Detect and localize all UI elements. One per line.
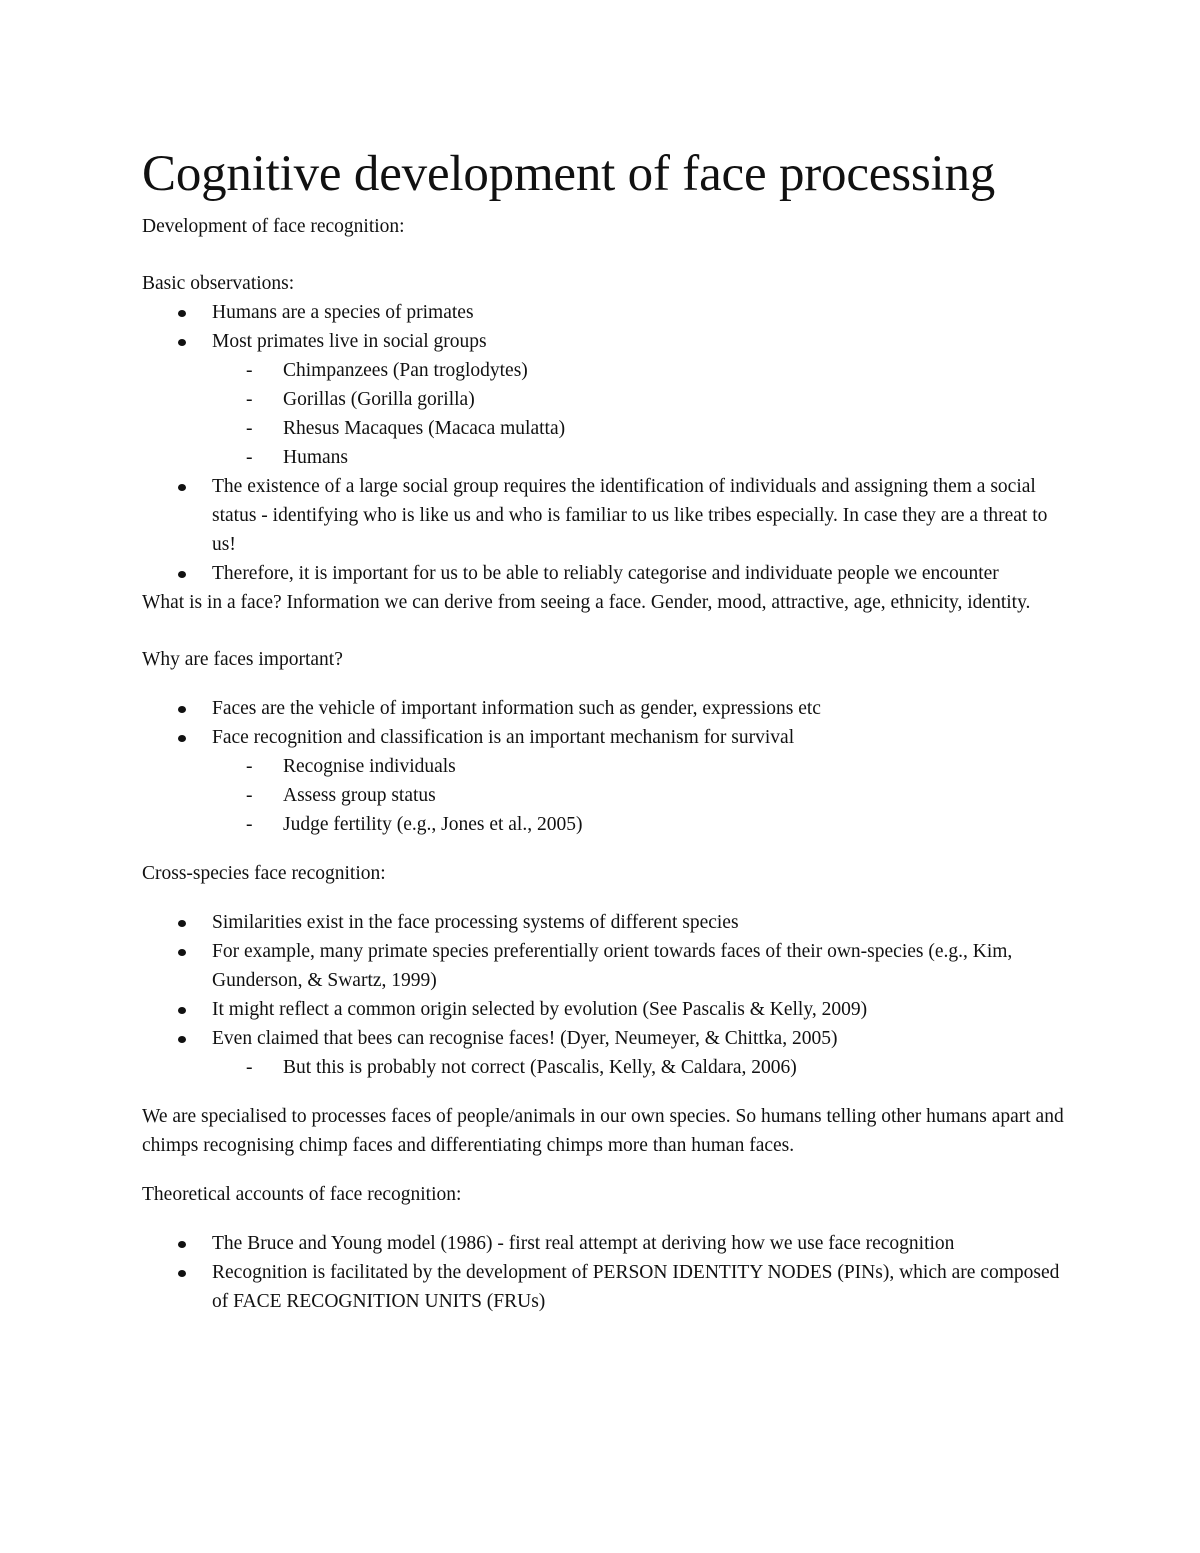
document-body (142, 212, 1072, 1316)
basic-list (142, 298, 1072, 356)
whats-in-face-paragraph: What is in a face? Information we can derive from seeing a face. Gender, mood, attractive, age, ethnicity, identity. (142, 592, 1031, 613)
bees-sublist (142, 1053, 1072, 1082)
list-item: Recognition is facilitated by the development of PERSON IDENTITY NODES (PINs), which are composed of FACE RECOGNITION UNITS (FRUs) (142, 1258, 1072, 1316)
list-item: The existence of a large social group requires the identification of individuals and assigning them a social status - identifying who is like us and who is familiar to us like tribes especially. In case they are a threat to us! (142, 472, 1072, 559)
bullet-icon (178, 484, 186, 491)
bullet-icon (178, 1007, 186, 1014)
dash-icon: - (246, 360, 253, 381)
dash-icon: - (246, 1057, 253, 1078)
bullet-icon (178, 571, 186, 578)
sub-list-item: - Chimpanzees (Pan troglodytes) (142, 356, 1072, 385)
primate-sublist (142, 356, 1072, 472)
specialised-paragraph: We are specialised to processes faces of people/animals in our own species. So humans telling other humans apart and chimps recognising chimp faces and differentiating chimps more than human faces. (142, 1106, 1064, 1156)
page-title: Cognitive development of face processing (142, 146, 996, 202)
list-item: For example, many primate species preferentially orient towards faces of their own-species (e.g., Kim, Gunderson, & Swartz, 1999) (142, 937, 1072, 995)
sub-list-item: - Humans (142, 443, 1072, 472)
bullet-icon (178, 735, 186, 742)
section-subtitle: Development of face recognition: (142, 216, 405, 237)
sub-list-item: - Gorillas (Gorilla gorilla) (142, 385, 1072, 414)
basic-list-continued (142, 472, 1072, 588)
list-item: Faces are the vehicle of important information such as gender, expressions etc (142, 694, 1072, 723)
basic-heading: Basic observations: (142, 273, 295, 294)
bullet-icon (178, 1270, 186, 1277)
why-list (142, 694, 1072, 752)
dash-icon: - (246, 756, 253, 777)
sub-list-item: - Recognise individuals (142, 752, 1072, 781)
dash-icon: - (246, 785, 253, 806)
survival-sublist (142, 752, 1072, 839)
list-item: Humans are a species of primates (142, 298, 1072, 327)
cross-heading: Cross-species face recognition: (142, 863, 386, 884)
dash-icon: - (246, 814, 253, 835)
list-item: Even claimed that bees can recognise faces! (Dyer, Neumeyer, & Chittka, 2005) (142, 1024, 1072, 1053)
sub-list-item: - But this is probably not correct (Pascalis, Kelly, & Caldara, 2006) (142, 1053, 1072, 1082)
list-item: Most primates live in social groups (142, 327, 1072, 356)
bullet-icon (178, 339, 186, 346)
theory-heading: Theoretical accounts of face recognition: (142, 1184, 462, 1205)
sub-list-item: - Rhesus Macaques (Macaca mulatta) (142, 414, 1072, 443)
list-item: Similarities exist in the face processing systems of different species (142, 908, 1072, 937)
bullet-icon (178, 1241, 186, 1248)
list-item: It might reflect a common origin selected by evolution (See Pascalis & Kelly, 2009) (142, 995, 1072, 1024)
why-heading: Why are faces important? (142, 649, 343, 670)
bullet-icon (178, 920, 186, 927)
bullet-icon (178, 706, 186, 713)
dash-icon: - (246, 447, 253, 468)
list-item: Face recognition and classification is an important mechanism for survival (142, 723, 1072, 752)
theory-list (142, 1229, 1072, 1316)
sub-list-item: - Assess group status (142, 781, 1072, 810)
bullet-icon (178, 949, 186, 956)
bullet-icon (178, 1036, 186, 1043)
sub-list-item: - Judge fertility (e.g., Jones et al., 2005) (142, 810, 1072, 839)
bullet-icon (178, 310, 186, 317)
list-item: Therefore, it is important for us to be able to reliably categorise and individuate people we encounter (142, 559, 1072, 588)
cross-list (142, 908, 1072, 1053)
list-item: The Bruce and Young model (1986) - first real attempt at deriving how we use face recognition (142, 1229, 1072, 1258)
dash-icon: - (246, 418, 253, 439)
dash-icon: - (246, 389, 253, 410)
